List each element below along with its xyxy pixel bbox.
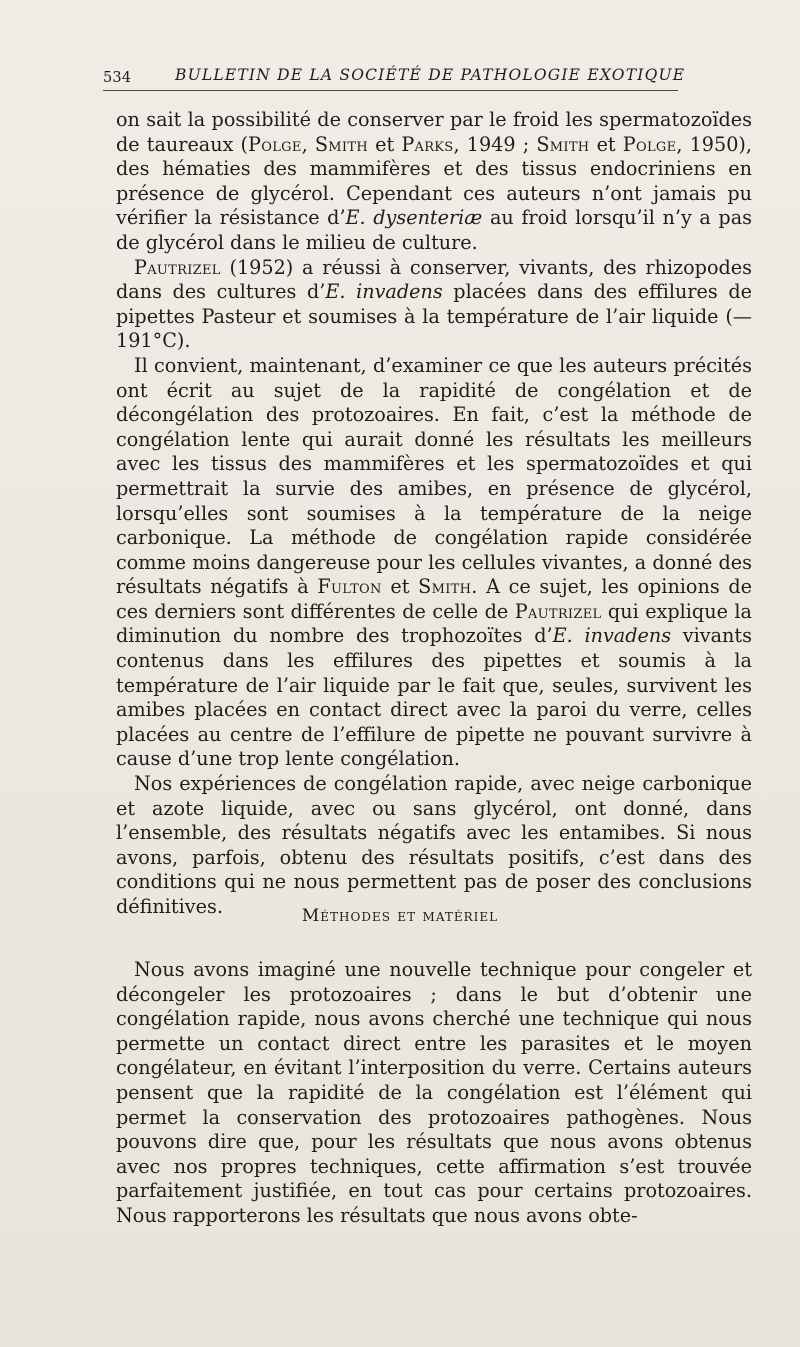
text-run: au froid lorsqu’il n’y a pas de glycérol dans le milieu de culture. [116, 206, 752, 254]
text-run: . A ce sujet, les opinions de ces derniers sont différentes de celle de [116, 575, 753, 623]
body-text-after-heading [116, 958, 752, 1229]
text-run: (1952) a réussi à conserver, vivants, des rhizopodes dans des cultures d’ [116, 255, 752, 304]
section-heading: Méthodes et matériel [301, 906, 499, 926]
text-run: , 1949 ; [453, 132, 537, 156]
paragraph [116, 108, 752, 256]
text-run: on sait la possibilité de conserver par le froid les spermatozoïdes de taureaux ( [116, 108, 752, 156]
author-name: Fulton [317, 575, 382, 599]
text-run: Nous avons imaginé une nouvelle technique pour congeler et décongeler les protozoaires ; dans le but d’obtenir une congélation rapide, nous avons cherché une technique qui nous permette un contact direct entre les parasites et le moyen congélateur, en évitant l’interposition du verre. Certains auteurs pensent que la rapidité de la congélation est l’élément qui permet la conservation des protozoaires pathogènes. Nous pouvons dire que, pour les résultats que nous avons obtenus avec nos propres techniques, cette affirmation s’est trouvée parfaitement justifiée, en tout cas pour certains protozoaires. Nous rapporterons les résultats que nous avons obte- [116, 958, 752, 1227]
page-header [103, 62, 686, 91]
author-name: Parks [401, 132, 454, 156]
text-run: , [301, 132, 315, 156]
text-run: et [381, 575, 419, 599]
species-name: E. dysenteriæ [345, 206, 483, 230]
author-name: Pautrizel [134, 255, 221, 279]
author-name: Smith [536, 132, 590, 156]
text-run: placées dans des effilures de pipettes Pasteur et soumises à la température de l’air liquide (— 191°C). [116, 280, 752, 353]
text-run: et [589, 132, 623, 156]
author-name: Polge [622, 132, 677, 156]
species-name: E. invadens [325, 280, 443, 304]
author-name: Smith [314, 132, 368, 156]
author-name: Polge [248, 132, 302, 156]
species-name: E. invadens [552, 624, 672, 648]
paragraph [116, 958, 752, 1229]
author-name: Pautrizel [514, 599, 602, 623]
body-text-before-heading [116, 108, 752, 920]
text-run: Nos expériences de congélation rapide, avec neige carbonique et azote liquide, avec ou sans glycérol, ont donné, dans l’ensemble, des résultats négatifs avec les entamibes. Si nous avons, parfois, obtenu des résultats positifs, c’est dans des conditions qui ne nous permettent pas de poser des conclusions définitives. [116, 772, 752, 918]
text-run: , 1950), des hématies des mammifères et des tissus endocriniens en présence de glycérol. Cependant ces auteurs n’ont jamais pu vérifier la résistance d’ [116, 132, 753, 230]
text-run: Il convient, maintenant, d’examiner ce que les auteurs précités ont écrit au sujet de la rapidité de congélation et de décongélation des protozoaires. En fait, c’est la méthode de congélation lente qui aurait donné les résultats les meilleurs avec les tissus des mammifères et les spermatozoïdes et qui permettrait la survie des amibes, en présence de glycérol, lorsqu’elles sont soumises à la température de la neige carbonique. La méthode de congélation rapide considérée comme moins dangereuse pour les cellules vivantes, a donné des résultats négatifs à [116, 353, 752, 599]
page-number: 534 [103, 70, 132, 86]
paragraph [116, 354, 752, 772]
paragraph [116, 256, 752, 354]
text-run: vivants contenus dans les effilures des pipettes et soumis à la température de l’air liquide par le fait que, seules, survivent les amibes placées en contact direct avec la paroi du verre, celles placées au centre de l’effilure de pipette ne pouvant survivre à cause d’une trop lente congélation. [116, 624, 752, 771]
author-name: Smith [418, 575, 472, 599]
text-run: qui explique la diminution du nombre des trophozoïtes d’ [116, 599, 752, 648]
paragraph [116, 772, 752, 920]
running-title: BULLETIN DE LA SOCIÉTÉ DE PATHOLOGIE EXOTIQUE [175, 66, 686, 84]
text-run: et [367, 132, 402, 156]
